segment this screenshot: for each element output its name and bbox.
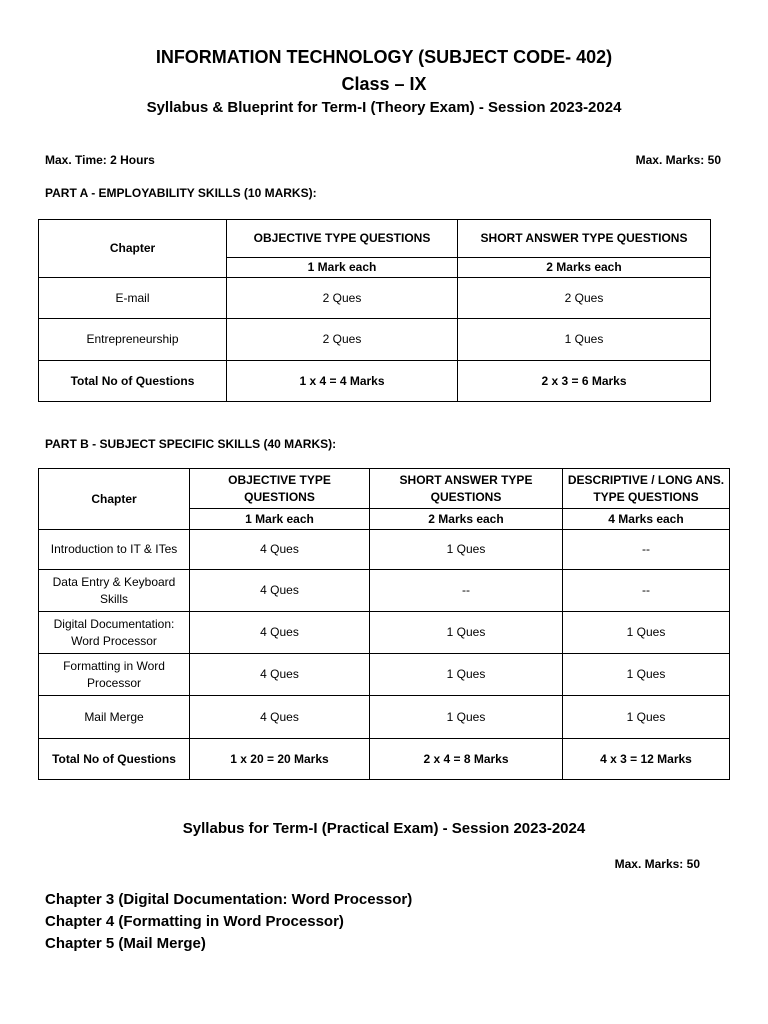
part-b-heading: PART B - SUBJECT SPECIFIC SKILLS (40 MARKS): [45,437,337,451]
header-long-answer: DESCRIPTIVE / LONG ANS. TYPE QUESTIONS [563,469,730,509]
long-cell: 1 Ques [563,696,730,739]
objective-cell: 4 Ques [190,570,370,612]
header-chapter: Chapter [39,469,190,530]
table-row [39,654,730,696]
short-cell: 1 Ques [458,319,711,361]
total-label: Total No of Questions [39,361,227,402]
practical-heading: Syllabus for Term-I (Practical Exam) - Session 2023-2024 [182,820,586,837]
chapter-cell: Formatting in Word Processor [39,654,190,696]
header-long-marks: 4 Marks each [563,509,730,530]
practical-max-marks: Max. Marks: 50 [614,857,700,871]
header-chapter: Chapter [39,220,227,278]
short-cell: 2 Ques [458,278,711,319]
objective-cell: 4 Ques [190,696,370,739]
part-a-table [38,219,711,402]
document-subtitle: Syllabus & Blueprint for Term-I (Theory Exam) - Session 2023-2024 [146,99,622,116]
objective-cell: 4 Ques [190,612,370,654]
part-a-heading: PART A - EMPLOYABILITY SKILLS (10 MARKS): [45,186,317,200]
objective-cell: 2 Ques [227,319,458,361]
practical-chapter-4: Chapter 4 (Formatting in Word Processor) [45,913,344,930]
objective-cell: 4 Ques [190,530,370,570]
chapter-cell: E-mail [39,278,227,319]
total-row [39,361,711,402]
objective-cell: 4 Ques [190,654,370,696]
total-row [39,739,730,780]
long-cell: 1 Ques [563,612,730,654]
chapter-cell: Digital Documentation: Word Processor [39,612,190,654]
short-cell: 1 Ques [370,696,563,739]
short-cell: -- [370,570,563,612]
objective-cell: 2 Ques [227,278,458,319]
header-objective-marks: 1 Mark each [227,258,458,278]
header-objective-marks: 1 Mark each [190,509,370,530]
chapter-cell: Data Entry & Keyboard Skills [39,570,190,612]
total-short: 2 x 4 = 8 Marks [370,739,563,780]
table-row [39,570,730,612]
total-short: 2 x 3 = 6 Marks [458,361,711,402]
total-long: 4 x 3 = 12 Marks [563,739,730,780]
document-title: INFORMATION TECHNOLOGY (SUBJECT CODE- 402) [155,47,613,67]
table-row [39,530,730,570]
short-cell: 1 Ques [370,530,563,570]
table-row [39,278,711,319]
header-objective: OBJECTIVE TYPE QUESTIONS [190,469,370,509]
header-objective: OBJECTIVE TYPE QUESTIONS [227,220,458,258]
long-cell: 1 Ques [563,654,730,696]
table-header-row [39,469,730,509]
header-short-marks: 2 Marks each [458,258,711,278]
short-cell: 1 Ques [370,654,563,696]
chapter-cell: Mail Merge [39,696,190,739]
header-short-marks: 2 Marks each [370,509,563,530]
long-cell: -- [563,530,730,570]
chapter-cell: Introduction to IT & ITes [39,530,190,570]
chapter-cell: Entrepreneurship [39,319,227,361]
table-row [39,696,730,739]
long-cell: -- [563,570,730,612]
practical-chapter-3: Chapter 3 (Digital Documentation: Word Processor) [45,891,413,908]
total-objective: 1 x 4 = 4 Marks [227,361,458,402]
table-row [39,612,730,654]
table-header-row [39,220,711,258]
header-short-answer: SHORT ANSWER TYPE QUESTIONS [458,220,711,258]
class-label: Class – IX [341,74,427,94]
table-row [39,319,711,361]
header-short-answer: SHORT ANSWER TYPE QUESTIONS [370,469,563,509]
total-objective: 1 x 20 = 20 Marks [190,739,370,780]
max-time: Max. Time: 2 Hours [45,153,155,167]
practical-chapter-5: Chapter 5 (Mail Merge) [45,935,206,952]
total-label: Total No of Questions [39,739,190,780]
short-cell: 1 Ques [370,612,563,654]
max-marks: Max. Marks: 50 [635,153,721,167]
part-b-table [38,468,730,780]
